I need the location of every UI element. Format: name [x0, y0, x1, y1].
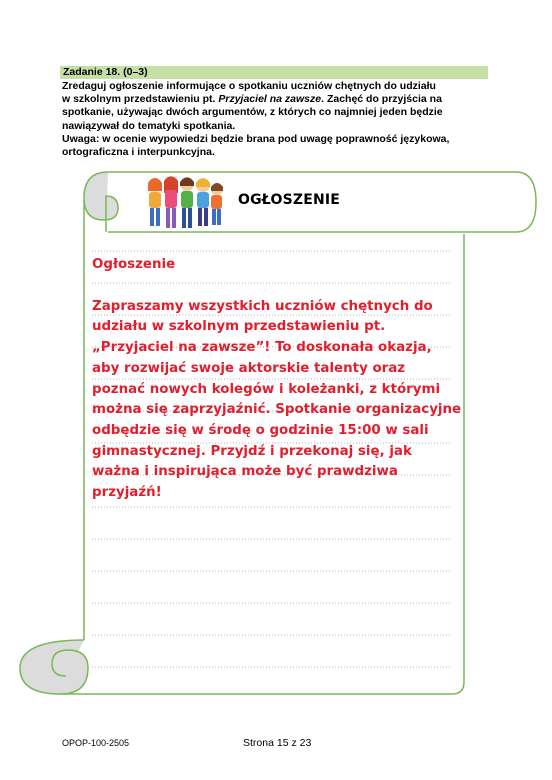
child-figure [180, 177, 194, 228]
exam-code: OPOP-100-2505 [62, 738, 130, 748]
task-line: Zredaguj ogłoszenie informujące o spotkaniu uczniów chętnych do udziału [62, 80, 436, 92]
child-figure [164, 176, 178, 228]
child-figure [148, 178, 162, 226]
task-note: Uwaga: w ocenie wypowiedzi będzie brana pod uwagę poprawność językowa, [62, 132, 450, 145]
task-line: w szkolnym przedstawieniu pt. Przyjaciel na zawsze. Zachęć do przyjścia na [62, 93, 442, 106]
task-line: spotkanie, używając dwóch argumentów, z których co najmniej jeden będzie [62, 106, 443, 119]
scroll-bottom-curl [20, 640, 88, 694]
task-line: nawiązywał do tematyki spotkania. [62, 119, 236, 132]
children-illustration [145, 171, 225, 233]
task-header: Zadanie 18. (0–3) [60, 66, 488, 79]
child-figure [196, 178, 210, 226]
announcement-title: OGŁOSZENIE [238, 192, 341, 208]
handwritten-answer [92, 255, 462, 504]
child-figure [211, 183, 223, 225]
task-note: ortograficzna i interpunkcyjna. [62, 146, 215, 159]
answer-heading: Ogłoszenie [92, 257, 176, 272]
page-number: Strona 15 z 23 [243, 737, 312, 749]
play-title: Przyjaciel na zawsze [218, 93, 322, 106]
answer-body: Zapraszamy wszystkich uczniów chętnych do udziału w szkolnym przedstawieniu pt. „Przyjaciel na zawsze”! To doskonała okazja, aby rozwijać swoje aktorskie talenty oraz poznać nowych kolegów i koleżanki, z którymi można się zaprzyjaźnić. Spotkanie organizacyjne odbędzie się w środę o godzinie 15:00 w sali gimnastycznej. Przyjdź i przekonaj się, jak ważna i inspirująca może być prawdziwa przyjaźń! [92, 298, 462, 501]
